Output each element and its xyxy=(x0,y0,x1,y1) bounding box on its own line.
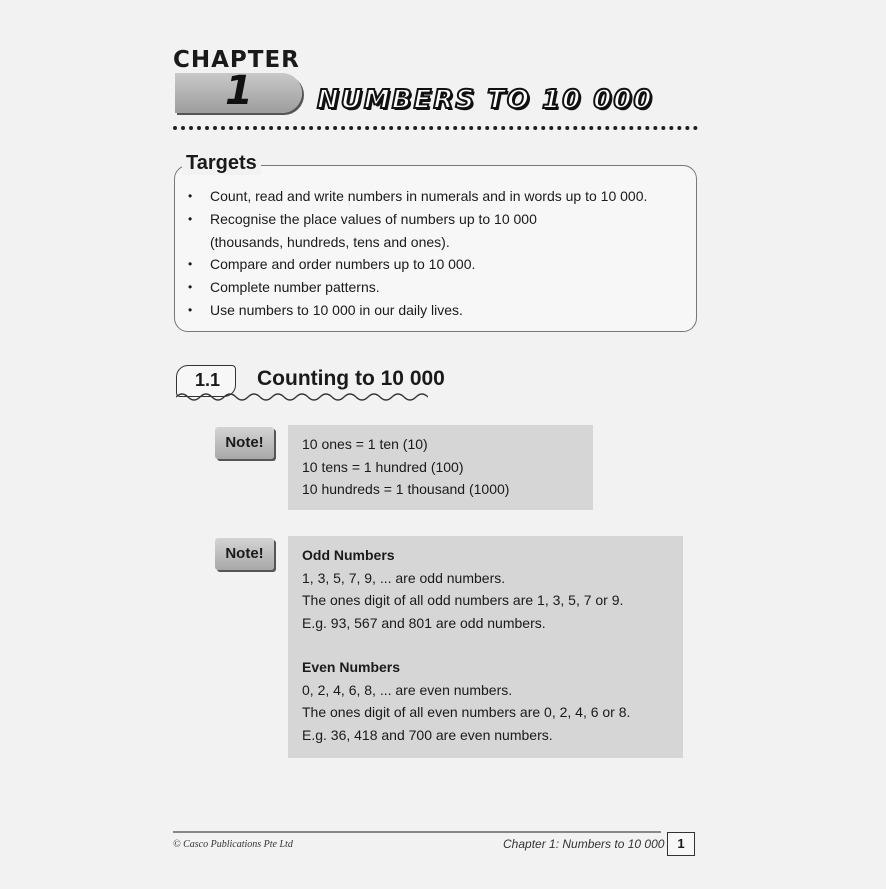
odd-numbers-heading: Odd Numbers xyxy=(302,547,395,563)
target-item: • Use numbers to 10 000 in our daily lives. xyxy=(188,299,678,322)
note-tag: Note! xyxy=(215,427,274,459)
chapter-title: NUMBERS TO 10 000 xyxy=(317,85,654,115)
note-line: 10 hundreds = 1 thousand (1000) xyxy=(302,481,510,497)
target-item: • Complete number patterns. xyxy=(188,276,678,299)
target-item: • Compare and order numbers up to 10 000. xyxy=(188,253,678,276)
note-line: 0, 2, 4, 6, 8, ... are even numbers. xyxy=(302,681,513,698)
note-box-odd-even xyxy=(288,536,683,758)
note-line: 1, 3, 5, 7, 9, ... are odd numbers. xyxy=(302,569,506,586)
footer-divider xyxy=(173,831,661,833)
note-line: E.g. 93, 567 and 801 are odd numbers. xyxy=(302,614,546,631)
section-underline-wave xyxy=(176,390,428,404)
target-item-continuation: (thousands, hundreds, tens and ones). xyxy=(210,233,450,250)
note-line: 10 tens = 1 hundred (100) xyxy=(302,458,464,475)
chapter-number: 1 xyxy=(225,68,253,114)
target-item: • Recognise the place values of numbers up to 10 000 xyxy=(188,208,678,231)
targets-heading: Targets xyxy=(182,152,261,175)
note-tag: Note! xyxy=(215,538,274,570)
footer-chapter-reference: Chapter 1: Numbers to 10 000 xyxy=(503,837,665,851)
target-item: • Count, read and write numbers in numerals and in words up to 10 000. xyxy=(188,185,678,208)
copyright-text: © Casco Publications Pte Ltd xyxy=(173,839,293,850)
section-number: 1.1 xyxy=(195,370,221,390)
even-numbers-heading: Even Numbers xyxy=(302,659,401,675)
note-line: E.g. 36, 418 and 700 are even numbers. xyxy=(302,726,553,743)
section-title: Counting to 10 000 xyxy=(257,367,445,390)
chapter-label: CHAPTER xyxy=(173,47,300,73)
page-number: 1 xyxy=(667,832,695,856)
note-line: The ones digit of all even numbers are 0, 2, 4, 6 or 8. xyxy=(302,704,631,720)
targets-list xyxy=(188,185,678,322)
note-box-place-values xyxy=(288,425,593,510)
note-line: 10 ones = 1 ten (10) xyxy=(302,436,428,452)
note-line: The ones digit of all odd numbers are 1, 3, 5, 7 or 9. xyxy=(302,592,624,608)
header-divider xyxy=(173,126,698,130)
